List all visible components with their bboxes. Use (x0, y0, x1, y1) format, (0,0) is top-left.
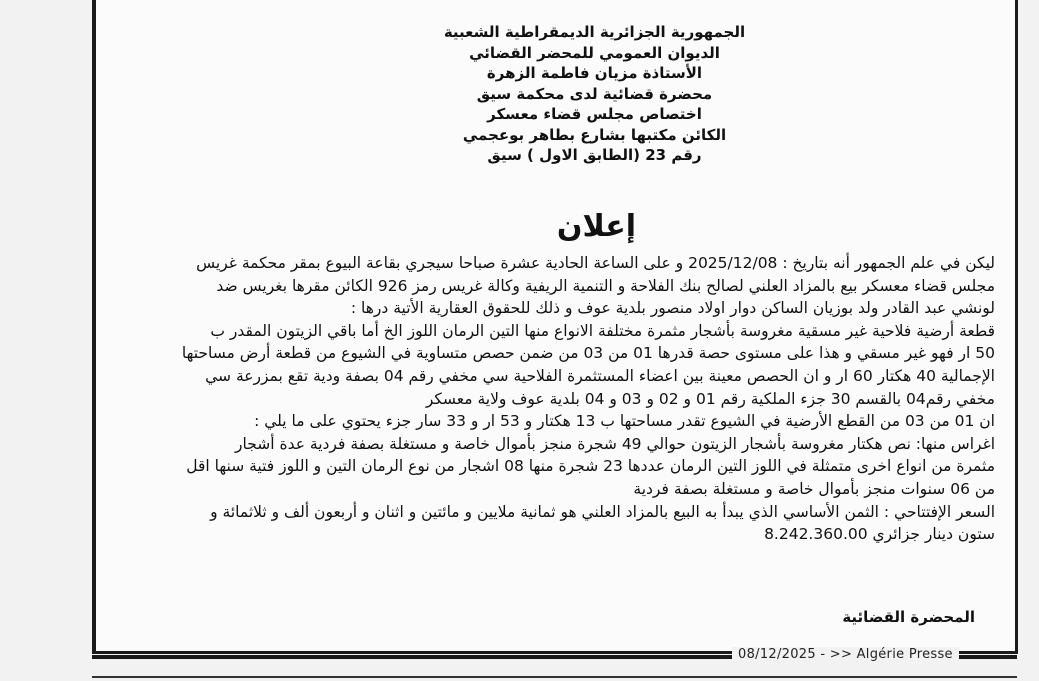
body-line: من 06 سنوات منجز بأموال خاصة و مستغلة بصفة فردية (633, 479, 995, 498)
header-line-office: الديوان العمومي للمحضر القضائي (469, 43, 720, 62)
header-line-office-number: رقم 23 (الطابق الاول ) سيق (487, 146, 702, 164)
body-line: ستون دينار جزائري 8.242.360.00 (764, 525, 995, 544)
body-line: ليكن في علم الجمهور أنه بتاريخ : 2025/12/08 و على الساعة الحادية عشرة صباحا سيجري بقاعة البيوع بمقر محكمة غريس (196, 254, 995, 272)
header-line-bailiff-name: الأستاذة مزيان فاطمة الزهرة (486, 64, 703, 82)
header-line-court: محضرة قضائية لدى محكمة سيق (476, 84, 713, 103)
body-line: ان 01 من 03 من القطع الأرضية في الشيوع تقدر مساحتها ب 13 هكتار و 53 ار و 33 سار جزء يحتوي على ما يلي : (254, 412, 995, 431)
header-line-republic: الجمهورية الجزائرية الديمقراطية الشعبية (443, 23, 746, 41)
body-line: لونشي عبد القادر ولد بوزيان الساكن دوار اولاد منصور بلدية عوف و ذلك للحقوق العقارية الأتية درها : (350, 299, 995, 318)
signature: المحضرة القضائية (842, 608, 975, 626)
body-line: مثمرة من انواع اخرى متمثلة في اللوز التين الرمان عددها 23 شجرة منها 08 اشجار من نوع الرمان التين و اللوز فتية سنها اقل (186, 457, 995, 476)
body-line: 50 ار فهو غير مسقي و هذا على مستوى حصة قدرها 01 من 03 من ضمن حصص متساوية في الشيوع من قطعة أرض مساحتها (181, 344, 995, 363)
body-line: مخفي رقم04 بالقسم 30 جزء الملكية رقم 01 و 02 و 03 و 04 بلدية عوف ولاية معسكر (425, 389, 995, 408)
body-line: الإجمالية 40 هكتار 60 ار و ان الحصص معينة بين اعضاء المستثمرة الفلاحية سي مخفي رقم 04 بصفة ودية تقع بمزرعة سي (205, 366, 995, 385)
body-line: اغراس منها: نص هكتار مغروسة بأشجار الزيتون حوالي 49 شجرة منجز بأموال خاصة و مستغلة بصفة فردية عدة أشجار (235, 434, 995, 453)
footer-source-label: 08/12/2025 - >> Algérie Presse (732, 647, 959, 662)
notice-body (116, 252, 995, 546)
body-line: قطعة أرضية فلاحية غير مسقية مغروسة بأشجار مثمرة مختلفة الانواع منها التين الرمان اللوز الخ أما باقي الزيتون المقدر ب (210, 321, 995, 340)
bottom-divider (92, 676, 1017, 678)
notice-header (96, 22, 1015, 166)
header-line-jurisdiction: اختصاص مجلس قضاء معسكر (487, 105, 702, 123)
notice-title: إعلان (556, 209, 637, 244)
header-line-office-address: الكائن مكتبها بشارع بطاهر بوعجمي (462, 125, 727, 144)
notice-frame (92, 0, 1018, 654)
body-line: مجلس قضاء معسكر بيع بالمزاد العلني لصالح بنك الفلاحة و التنمية الريفية وكالة غريس رمز 926 الكائن مقرها بغريس ضد (216, 276, 995, 295)
body-line: السعر الإفتتاحي : الثمن الأساسي الذي يبدأ به البيع بالمزاد العلني هو ثمانية ملايين و مائتين و اثنان و أربعون ألف و ثلاثمائة و (210, 502, 995, 521)
